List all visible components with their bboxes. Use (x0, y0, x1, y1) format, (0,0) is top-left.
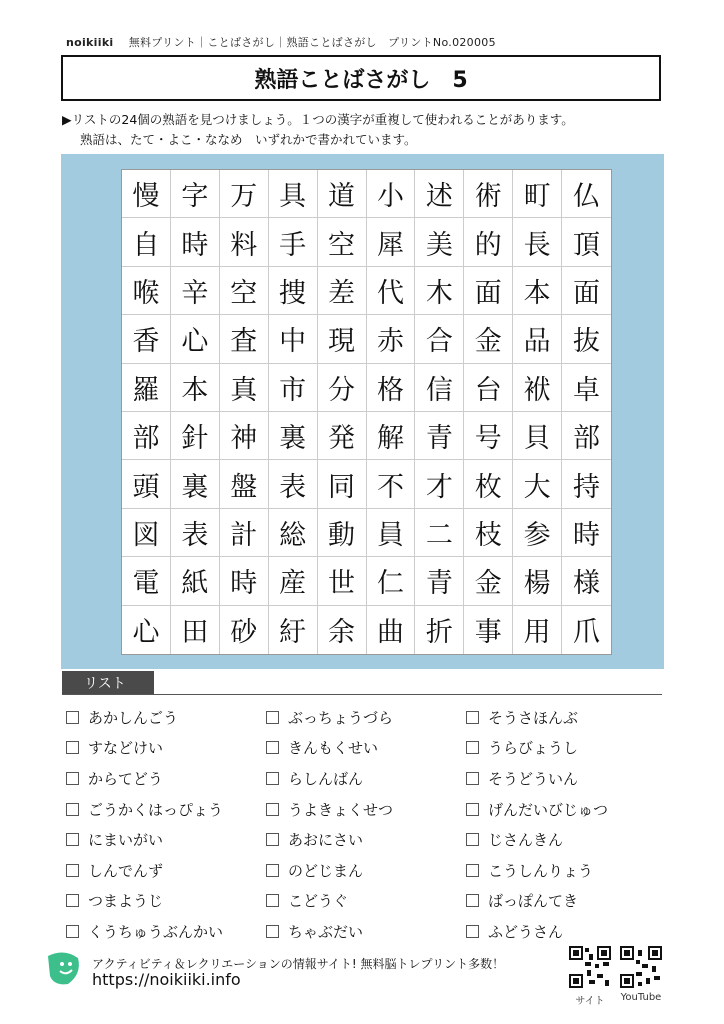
checkbox-icon[interactable] (266, 894, 279, 907)
grid-cell: 発 (318, 412, 367, 460)
grid-cell: 余 (318, 606, 367, 654)
grid-cell: 様 (562, 557, 611, 605)
grid-cell: 員 (367, 509, 416, 557)
noikiiki-logo (44, 948, 84, 988)
grid-cell: 表 (171, 509, 220, 557)
list-item-label: きんもくせい (288, 739, 379, 758)
list-item (266, 824, 393, 855)
grid-cell: 砂 (220, 606, 269, 654)
grid-cell: 面 (562, 267, 611, 315)
checkbox-icon[interactable] (266, 803, 279, 816)
list-item (466, 824, 608, 855)
footer-url-link[interactable]: https://noikiiki.info (92, 970, 241, 989)
grid-cell: 爪 (573, 617, 601, 649)
checkbox-icon[interactable] (66, 864, 79, 877)
checkbox-icon[interactable] (466, 833, 479, 846)
grid-cell: 道 (318, 170, 367, 218)
grid-cell: 卓 (562, 364, 611, 412)
list-item (266, 733, 393, 764)
site-qr-label: サイト (575, 996, 605, 1007)
grid-cell: 同 (318, 460, 367, 508)
list-item (466, 794, 608, 825)
breadcrumb-text: 無料プリント｜ことばさがし｜熟語ことばさがし プリントNo.020005 (128, 36, 496, 49)
grid-cell: 用 (513, 606, 562, 654)
grid-cell: 術 (464, 170, 513, 218)
grid-cell: 号 (464, 412, 513, 460)
checkbox-icon[interactable] (466, 772, 479, 785)
grid-cell: 仏 (562, 170, 611, 218)
grid-cell: 田 (171, 606, 220, 654)
checkbox-icon[interactable] (466, 711, 479, 724)
grid-cell: 自 (122, 218, 171, 266)
list-item (66, 702, 223, 733)
grid-cell: 裏 (171, 460, 220, 508)
checkbox-icon[interactable] (66, 711, 79, 724)
grid-cell: 事 (464, 606, 513, 654)
brand-name: noikiiki (66, 36, 114, 49)
checkbox-icon[interactable] (266, 711, 279, 724)
list-item (466, 886, 608, 917)
list-item (66, 886, 223, 917)
list-item (466, 763, 608, 794)
grid-cell: 頭 (122, 460, 171, 508)
list-item-label: うよきょくせつ (288, 800, 394, 819)
grid-cell: 時 (171, 218, 220, 266)
list-item-label: そうどういん (488, 769, 579, 788)
grid-cell: 裏 (269, 412, 318, 460)
checkbox-icon[interactable] (266, 741, 279, 754)
list-item (66, 916, 223, 947)
list-item-label: あかしんごう (88, 708, 179, 727)
grid-cell: 金 (464, 315, 513, 363)
grid-cell: 代 (367, 267, 416, 315)
grid-cell: 面 (464, 267, 513, 315)
checkbox-icon[interactable] (266, 925, 279, 938)
youtube-qr-code-icon (620, 946, 662, 988)
list-item (266, 916, 393, 947)
list-item (66, 763, 223, 794)
list-item (66, 733, 223, 764)
grid-cell: 参 (513, 509, 562, 557)
grid-cell: 格 (367, 364, 416, 412)
checkbox-icon[interactable] (466, 741, 479, 754)
list-item-label: ばっぽんてき (488, 892, 579, 911)
grid-cell: 袱 (513, 364, 562, 412)
list-item-label: げんだいびじゅつ (488, 800, 609, 819)
list-item (466, 855, 608, 886)
word-list-column-3 (466, 702, 608, 947)
word-list-column-1 (66, 702, 223, 947)
checkbox-icon[interactable] (66, 741, 79, 754)
grid-cell: 紆 (269, 606, 318, 654)
grid-cell: 分 (318, 364, 367, 412)
grid-cell: 差 (318, 267, 367, 315)
instruction-line-2: 熟語は、たて・よこ・ななめ いずれかで書かれています。 (80, 132, 417, 147)
grid-cell: 本 (171, 364, 220, 412)
grid-cell: 小 (367, 170, 416, 218)
grid-cell: 本 (513, 267, 562, 315)
grid-cell: 表 (269, 460, 318, 508)
grid-cell: 辛 (171, 267, 220, 315)
grid-cell: 具 (269, 170, 318, 218)
list-item (66, 794, 223, 825)
checkbox-icon[interactable] (266, 833, 279, 846)
grid-cell: 曲 (367, 606, 416, 654)
grid-cell: 産 (269, 557, 318, 605)
grid-cell: 青 (415, 412, 464, 460)
grid-cell: 部 (122, 412, 171, 460)
checkbox-icon[interactable] (66, 925, 79, 938)
grid-cell: 長 (513, 218, 562, 266)
grid-cell: 折 (415, 606, 464, 654)
grid-cell: 計 (220, 509, 269, 557)
list-item-label: うらびょうし (488, 739, 579, 758)
grid-cell: 世 (318, 557, 367, 605)
grid-cell: 木 (415, 267, 464, 315)
grid-cell: 解 (367, 412, 416, 460)
youtube-qr-label: YouTube (620, 992, 662, 1003)
grid-cell: 枚 (464, 460, 513, 508)
checkbox-icon[interactable] (66, 894, 79, 907)
list-item (466, 916, 608, 947)
instruction-line-1: ▶リストの24個の熟語を見つけましょう。１つの漢字が重複して使われることがあります。 (62, 112, 574, 127)
grid-cell: 真 (220, 364, 269, 412)
grid-cell: 犀 (367, 218, 416, 266)
grid-cell: 才 (415, 460, 464, 508)
header-breadcrumb (66, 34, 496, 50)
grid-cell: 現 (318, 315, 367, 363)
list-item (66, 855, 223, 886)
grid-cell: 品 (513, 315, 562, 363)
list-item-label: あおにさい (288, 831, 364, 850)
list-item-label: つまようじ (88, 892, 164, 911)
grid-cell: 羅 (122, 364, 171, 412)
checkbox-icon[interactable] (466, 894, 479, 907)
grid-cell: 貝 (513, 412, 562, 460)
checkbox-icon[interactable] (266, 864, 279, 877)
grid-cell: 空 (220, 267, 269, 315)
list-item-label: らしんばん (288, 769, 364, 788)
checkbox-icon[interactable] (66, 772, 79, 785)
grid-cell: 持 (562, 460, 611, 508)
grid-cell: 心 (171, 315, 220, 363)
word-list-column-2 (266, 702, 393, 947)
list-item-label: こうしんりょう (488, 861, 594, 880)
grid-cell: 捜 (269, 267, 318, 315)
footer-tagline: アクティビティ＆レクリエーションの情報サイト! 無料脳トレプリント多数！ (92, 957, 505, 971)
grid-cell: 針 (171, 412, 220, 460)
list-item-label: からてどう (88, 769, 163, 788)
list-item-label: しんでんず (88, 861, 164, 880)
grid-cell: 赤 (367, 315, 416, 363)
grid-cell: 時 (562, 509, 611, 557)
grid-cell: 美 (415, 218, 464, 266)
grid-cell: 信 (415, 364, 464, 412)
grid-cell: 台 (464, 364, 513, 412)
list-item-label: ふどうさん (488, 922, 564, 941)
list-item-label: ごうかくはっぴょう (88, 800, 224, 819)
grid-cell: 時 (220, 557, 269, 605)
grid-cell: 金 (464, 557, 513, 605)
grid-cell: 香 (122, 315, 171, 363)
grid-cell: 述 (415, 170, 464, 218)
checkbox-icon[interactable] (66, 833, 79, 846)
grid-cell: 的 (464, 218, 513, 266)
grid-cell: 青 (415, 557, 464, 605)
list-item-label: ちゃぶだい (288, 922, 364, 941)
grid-cell: 神 (220, 412, 269, 460)
grid-cell: 仁 (367, 557, 416, 605)
list-item (266, 886, 393, 917)
grid-cell: 楊 (513, 557, 562, 605)
list-item (266, 702, 393, 733)
list-item-label: にまいがい (88, 831, 164, 850)
list-item-label: ぶっちょうづら (288, 708, 394, 727)
grid-cell: 査 (220, 315, 269, 363)
list-item (266, 855, 393, 886)
list-item-label: のどじまん (288, 861, 364, 880)
list-item (466, 733, 608, 764)
list-item (66, 824, 223, 855)
checkbox-icon[interactable] (66, 803, 79, 816)
grid-cell: 電 (122, 557, 171, 605)
checkbox-icon[interactable] (266, 772, 279, 785)
grid-cell: 頂 (562, 218, 611, 266)
checkbox-icon[interactable] (466, 864, 479, 877)
grid-cell: 町 (513, 170, 562, 218)
grid-cell: 枝 (464, 509, 513, 557)
grid-cell: 合 (415, 315, 464, 363)
grid-cell: 総 (269, 509, 318, 557)
grid-cell: 字 (171, 170, 220, 218)
grid-cell: 手 (269, 218, 318, 266)
list-item (266, 763, 393, 794)
grid-cell: 盤 (220, 460, 269, 508)
list-item-label: そうさほんぶ (488, 708, 579, 727)
grid-cell: 動 (318, 509, 367, 557)
grid-cell: 心 (122, 606, 171, 654)
grid-cell: 不 (367, 460, 416, 508)
grid-cell: 料 (220, 218, 269, 266)
word-search-grid (121, 169, 612, 655)
list-item-label: こどうぐ (288, 892, 349, 911)
list-heading: リスト (62, 671, 154, 694)
grid-cell: 喉 (122, 267, 171, 315)
list-item (466, 702, 608, 733)
grid-cell: 市 (269, 364, 318, 412)
grid-cell: 部 (562, 412, 611, 460)
checkbox-icon[interactable] (466, 925, 479, 938)
grid-cell: 万 (220, 170, 269, 218)
grid-cell: 二 (415, 509, 464, 557)
grid-cell: 抜 (562, 315, 611, 363)
grid-cell: 紙 (171, 557, 220, 605)
grid-cell: 慢 (122, 170, 171, 218)
list-item-label: じさんきん (488, 831, 564, 850)
site-qr-code-icon (569, 946, 611, 988)
grid-cell: 大 (513, 460, 562, 508)
page-title: 熟語ことばさがし 5 (61, 55, 661, 101)
list-item-label: すなどけい (88, 739, 164, 758)
grid-cell: 中 (269, 315, 318, 363)
list-divider (62, 694, 662, 695)
list-item (266, 794, 393, 825)
grid-cell: 図 (122, 509, 171, 557)
checkbox-icon[interactable] (466, 803, 479, 816)
grid-cell: 空 (318, 218, 367, 266)
list-item-label: くうちゅうぶんかい (88, 922, 224, 941)
